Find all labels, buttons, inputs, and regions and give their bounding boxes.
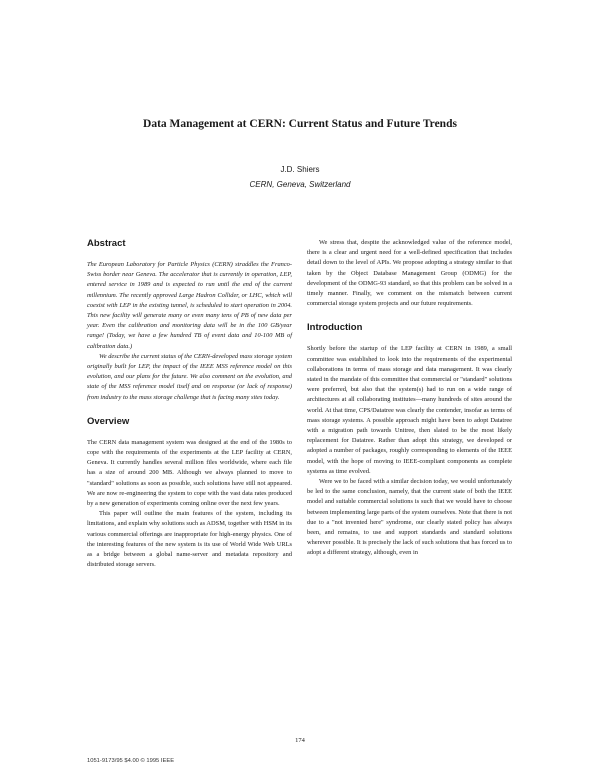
copyright-footer: 1051-9173/95 $4.00 © 1995 IEEE <box>87 758 175 764</box>
overview-paragraph-1: The CERN data management system was designed at the end of the 1980s to cope with the requirements of the experiments at the LEP facility at CERN, Geneva. It currently handles several million files worldwide, where each file has a size of around 200 MB. Although we always planned to move to "standard" solutions as soon as possible, such solutions have still not appeared. We are now re-engineering the system to cope with the vast data rates produced by a new generation of experiments coming online over the next few years. <box>87 438 292 508</box>
introduction-heading: Introduction <box>307 322 363 334</box>
paper-title: Data Management at CERN: Current Status and Future Trends <box>143 118 457 130</box>
abstract-paragraph-2: We describe the current status of the CERN-developed mass storage system originally built for LEP, the impact of the IEEE MSS reference model on this evolution, and our plans for the future. We also comment on the evolution, and state of the MSS reference model itself and on response (or lack of response) from industry to the mass storage challenge that is facing many sites today. <box>87 352 292 401</box>
introduction-paragraph-2: Were we to be faced with a similar decision today, we would unfortunately be led to the same conclusion, namely, that the current state of both the IEEE model and suitable commercial solutions is such that we would have to choose between implementing large parts of the system ourselves. Note that there is not due to a "not invented here" syndrome, our clearly stated policy has always been, and remains, to use and support standards and standard solutions wherever possible. It is precisely the lack of such solutions that has forced us to adopt a different strategy, although, even in <box>307 478 512 557</box>
author-name: J.D. Shiers <box>280 165 320 174</box>
right-column <box>307 238 512 559</box>
abstract-paragraph-1: The European Laboratory for Particle Physics (CERN) straddles the Franco-Swiss border near Geneva. The accelerator that is currently in operation, LEP, entered service in 1989 and is expected to run until the end of the current millennium. The recently approved Large Hadron Collider, or LHC, which will coexist with LEP in the existing tunnel, is scheduled to start operation in 2004. This new facility will generate many or even many tens of PB of new data per year. Even the calibration and monitoring data will be in the 100 GB/year range! (Today, we have a few hundred TB of event data and 10-100 MB of calibration data.) <box>87 261 292 350</box>
overview-heading: Overview <box>87 415 130 427</box>
introduction-paragraph-1: Shortly before the startup of the LEP facility at CERN in 1989, a small committee was established to look into the requirements of the experimental collaborations in terms of mass storage and data management. It was clearly stated in the mandate of this committee that commercial or "standard" solutions were preferred, but also that the system(s) had to run on a wide range of architectures at all collaborating institutes—many hundreds of sites around the world. At that time, CPS/Datatree was clearly the contender, insofar as terms of mass storage systems. A possible approach might have been to adopt Datatree with a migration path towards Unitree, then slated to be the most likely replacement for Datatree. Rather than adopt this strategy, we developed or adopted a number of packages, roughly corresponding to elements of the IEEE model, with the hope of moving to IEEE-compliant components as complete systems as time evolved. <box>307 345 512 475</box>
abstract-heading: Abstract <box>87 238 126 249</box>
page-number: 174 <box>295 737 305 744</box>
column2-intro-paragraph: We stress that, despite the acknowledged value of the reference model, there is a clear and urgent need for a well-defined specification that includes detail down to the level of APIs. We propose adopting a strategy similar to that taken by the Object Database Management Group (ODMG) for the development of the ODMG-93 standard, so that this problem can be solved in a timely manner. Finally, we comment on the mismatch between current commercial storage system projects and our future requirements. <box>307 239 512 308</box>
left-column <box>87 238 292 570</box>
author-affiliation: CERN, Geneva, Switzerland <box>249 180 351 189</box>
overview-paragraph-2: This paper will outline the main features of the system, including its limitations, and explain why solutions such as ADSM, together with HSM in its various commercial offerings are inappropriate for high-energy physics. One of the interesting features of the new system is its use of World Wide Web URLs as a bridge between a global name-server and metadata repository and distributed storage servers. <box>87 510 292 569</box>
